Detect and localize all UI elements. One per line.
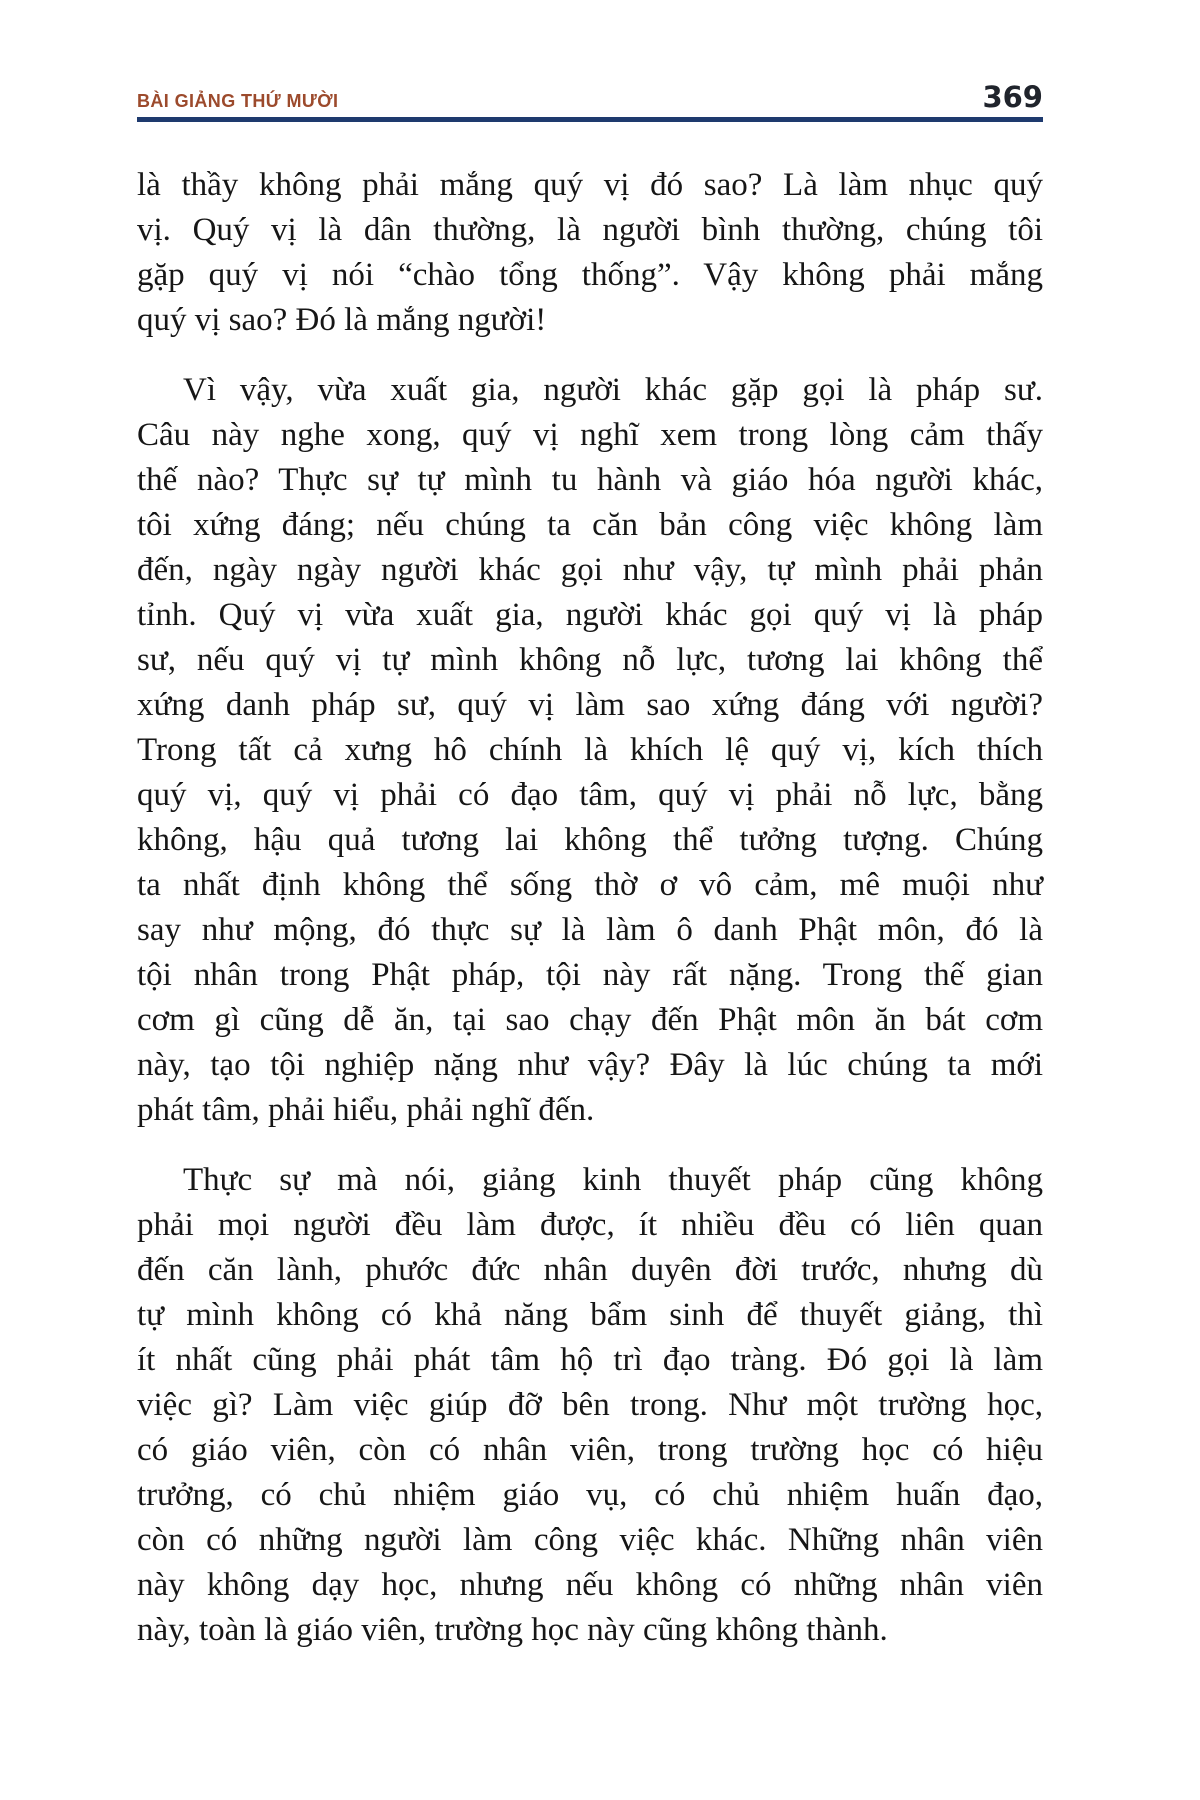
text-line: quý vị sao? Đó là mắng người! (137, 302, 547, 338)
paragraph (137, 368, 1043, 1133)
text-block (137, 163, 1043, 1678)
paragraph (137, 163, 1043, 343)
text-line: cơm gì cũng dễ ăn, tại sao chạy đến Phật môn ăn bát cơm (137, 1002, 1043, 1038)
text-line: Câu này nghe xong, quý vị nghĩ xem trong lòng cảm thấy (137, 417, 1043, 453)
text-line: thế nào? Thực sự tự mình tu hành và giáo hóa người khác, (137, 462, 1043, 498)
text-line: có giáo viên, còn có nhân viên, trong trường học có hiệu (137, 1432, 1043, 1468)
text-line: tỉnh. Quý vị vừa xuất gia, người khác gọi quý vị là pháp (137, 597, 1043, 633)
paragraph (137, 1158, 1043, 1653)
text-line: trưởng, có chủ nhiệm giáo vụ, có chủ nhiệm huấn đạo, (137, 1477, 1043, 1513)
text-line: này không dạy học, nhưng nếu không có những nhân viên (137, 1567, 1043, 1603)
text-line: say như mộng, đó thực sự là làm ô danh Phật môn, đó là (137, 912, 1043, 948)
text-line: Thực sự mà nói, giảng kinh thuyết pháp cũng không (183, 1162, 1043, 1198)
chapter-title: BÀI GIẢNG THỨ MƯỜI (137, 91, 339, 111)
text-line: việc gì? Làm việc giúp đỡ bên trong. Như một trường học, (137, 1387, 1043, 1423)
text-line: Vì vậy, vừa xuất gia, người khác gặp gọi là pháp sư. (183, 372, 1043, 408)
text-line: này, tạo tội nghiệp nặng như vậy? Đây là lúc chúng ta mới (137, 1047, 1043, 1083)
text-line: tôi xứng đáng; nếu chúng ta căn bản công việc không làm (137, 507, 1043, 543)
text-line: phát tâm, phải hiểu, phải nghĩ đến. (137, 1092, 595, 1128)
text-line: tội nhân trong Phật pháp, tội này rất nặng. Trong thế gian (137, 957, 1043, 993)
text-line: là thầy không phải mắng quý vị đó sao? Là làm nhục quý (137, 167, 1043, 203)
text-line: Trong tất cả xưng hô chính là khích lệ quý vị, kích thích (137, 732, 1043, 768)
page-number: 369 (982, 80, 1043, 114)
text-line: ta nhất định không thể sống thờ ơ vô cảm, mê muội như (137, 867, 1043, 903)
text-line: đến căn lành, phước đức nhân duyên đời trước, nhưng dù (137, 1252, 1043, 1288)
text-line: không, hậu quả tương lai không thể tưởng tượng. Chúng (137, 822, 1043, 858)
text-line: quý vị, quý vị phải có đạo tâm, quý vị phải nỗ lực, bằng (137, 777, 1043, 813)
text-line: vị. Quý vị là dân thường, là người bình thường, chúng tôi (137, 212, 1043, 248)
text-line: đến, ngày ngày người khác gọi như vậy, tự mình phải phản (137, 552, 1043, 588)
text-line: còn có những người làm công việc khác. Những nhân viên (137, 1522, 1043, 1558)
text-line: phải mọi người đều làm được, ít nhiều đều có liên quan (137, 1207, 1043, 1243)
text-line: ít nhất cũng phải phát tâm hộ trì đạo tràng. Đó gọi là làm (137, 1342, 1043, 1378)
running-header (137, 80, 1043, 114)
header-rule (137, 117, 1043, 122)
text-line: gặp quý vị nói “chào tổng thống”. Vậy không phải mắng (137, 257, 1043, 293)
text-line: này, toàn là giáo viên, trường học này cũng không thành. (137, 1612, 888, 1648)
text-line: xứng danh pháp sư, quý vị làm sao xứng đáng với người? (137, 687, 1043, 723)
text-line: sư, nếu quý vị tự mình không nỗ lực, tương lai không thể (137, 642, 1043, 678)
text-line: tự mình không có khả năng bẩm sinh để thuyết giảng, thì (137, 1297, 1043, 1333)
